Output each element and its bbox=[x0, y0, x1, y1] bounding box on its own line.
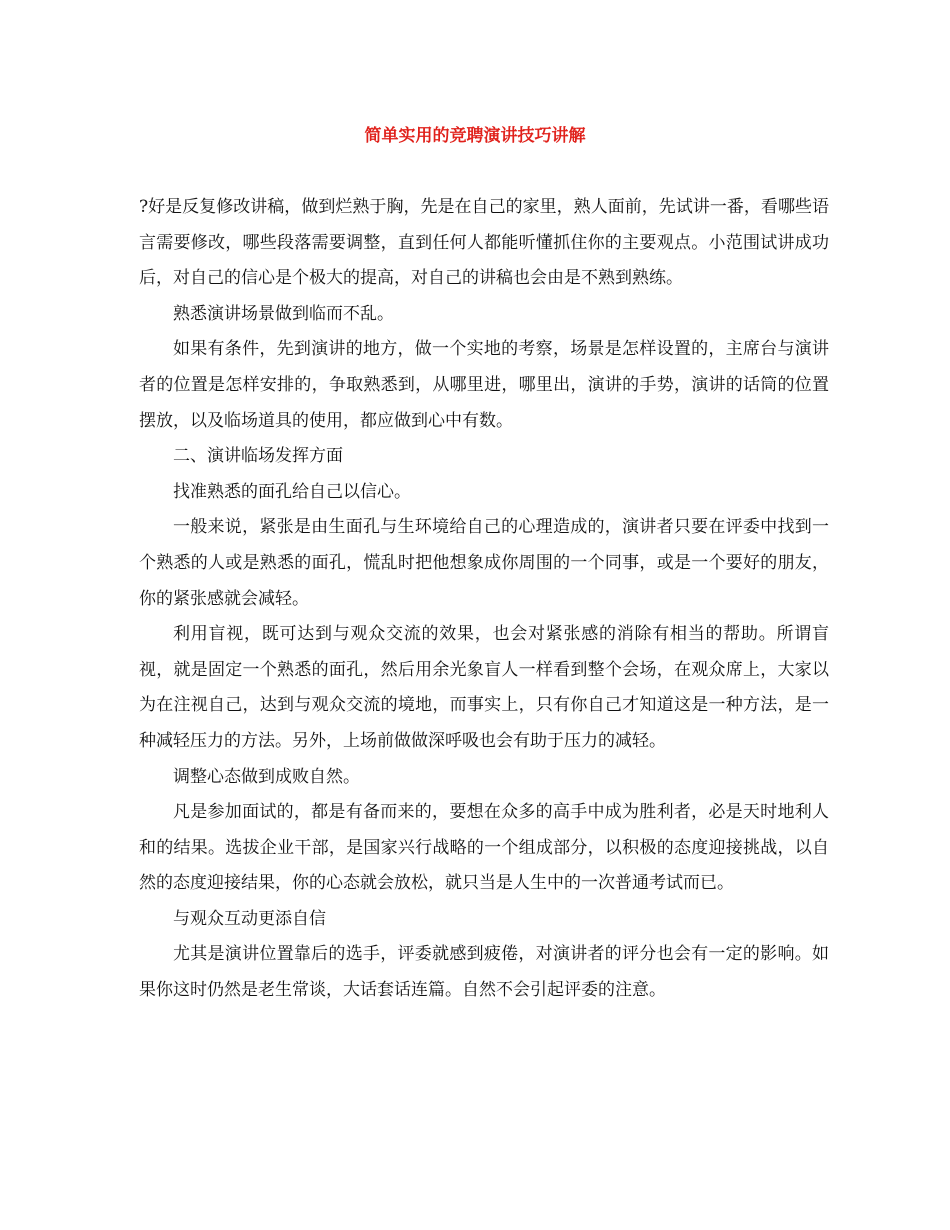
paragraph: ?好是反复修改讲稿，做到烂熟于胸，先是在自己的家里，熟人面前，先试讲一番，看哪些语言需要修改，哪些段落需要调整，直到任何人都能听懂抓住你的主要观点。小范围试讲成功后，对自己的信心是个极大的提高，对自己的讲稿也会由是不熟到熟练。 bbox=[139, 197, 829, 289]
document-body bbox=[139, 190, 829, 1009]
paragraph: 熟悉演讲场景做到临而不乱。 bbox=[173, 303, 394, 324]
paragraph: 与观众互动更添自信 bbox=[173, 908, 326, 929]
paragraph: 调整心态做到成败自然。 bbox=[173, 766, 360, 787]
document-title: 简单实用的竞聘演讲技巧讲解 bbox=[364, 126, 586, 146]
paragraph: 凡是参加面试的，都是有备而来的，要想在众多的高手中成为胜利者，必是天时地利人和的结果。选拔企业干部，是国家兴行战略的一个组成部分，以积极的态度迎接挑战，以自然的态度迎接结果，你的心态就会放松，就只当是人生中的一次普通考试而已。 bbox=[139, 802, 829, 894]
paragraph: 找准熟悉的面孔给自己以信心。 bbox=[173, 481, 411, 502]
paragraph: 尤其是演讲位置靠后的选手，评委就感到疲倦，对演讲者的评分也会有一定的影响。如果你这时仍然是老生常谈，大话套话连篇。自然不会引起评委的注意。 bbox=[139, 944, 829, 1001]
paragraph: 利用盲视，既可达到与观众交流的效果，也会对紧张感的消除有相当的帮助。所谓盲视，就是固定一个熟悉的面孔，然后用余光象盲人一样看到整个会场，在观众席上，大家以为在注视自己，达到与观众交流的境地，而事实上，只有你自己才知道这是一种方法，是一种减轻压力的方法。另外，上场前做做深呼吸也会有助于压力的减轻。 bbox=[139, 624, 829, 751]
paragraph: 如果有条件，先到演讲的地方，做一个实地的考察，场景是怎样设置的，主席台与演讲者的位置是怎样安排的，争取熟悉到，从哪里进，哪里出，演讲的手势，演讲的话筒的位置摆放，以及临场道具的使用，都应做到心中有数。 bbox=[139, 339, 829, 431]
paragraph: 一般来说，紧张是由生面孔与生环境给自己的心理造成的，演讲者只要在评委中找到一个熟悉的人或是熟悉的面孔，慌乱时把他想象成你周围的一个同事，或是一个要好的朋友，你的紧张感就会减轻。 bbox=[139, 517, 829, 609]
section-heading: 二、演讲临场发挥方面 bbox=[173, 446, 343, 467]
